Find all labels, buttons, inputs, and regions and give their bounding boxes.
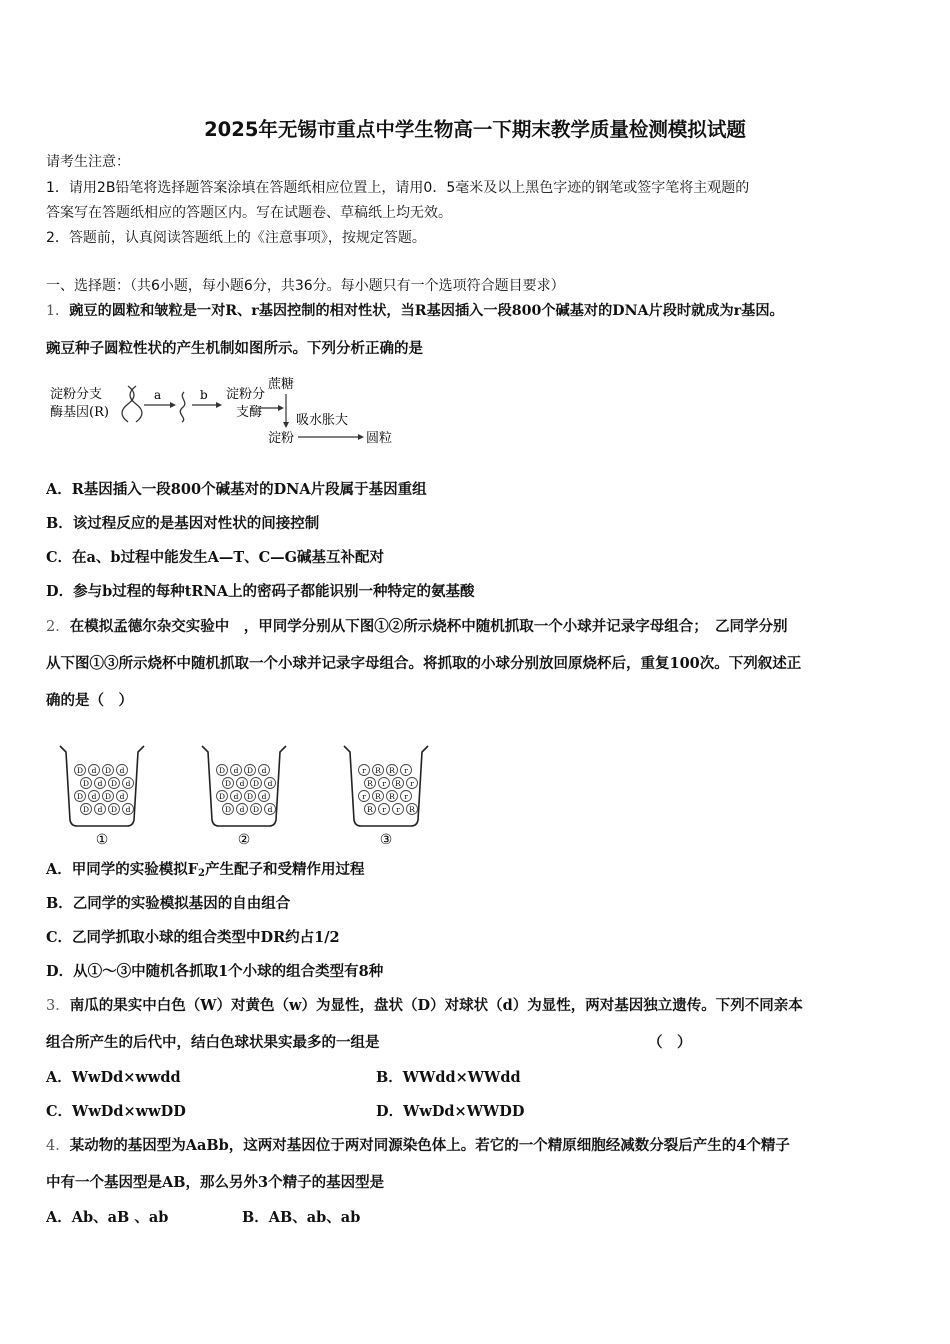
notice-line-1a: 1．请用2B铅笔将选择题答案涂填在答题纸相应位置上，请用0．5毫米及以上黑色字迹的钢笔或签字笔将主观题的 bbox=[46, 180, 750, 196]
ball-letter: d bbox=[233, 766, 239, 775]
notice-line-2: 2．答题前，认真阅读答题纸上的《注意事项》，按规定答题。 bbox=[46, 230, 426, 246]
question-1-stem-line2: 豌豆种子圆粒性状的产生机制如图所示。下列分析正确的是 bbox=[46, 340, 423, 357]
ball-letter: D bbox=[110, 805, 118, 814]
q2-option-a: A．甲同学的实验模拟$F_2$产生配子和受精作用过程 bbox=[46, 861, 365, 879]
ball-letter: D bbox=[104, 792, 112, 801]
ball-letter: R bbox=[367, 805, 373, 814]
beakers-figure bbox=[58, 740, 438, 852]
q3-option-c: C．WwDd×wwDD bbox=[46, 1103, 186, 1120]
diagram-enzyme-label-2: 支酶 bbox=[236, 405, 263, 420]
ball-letter: d bbox=[239, 779, 245, 788]
ball-letter: d bbox=[91, 792, 97, 801]
ball-letter: r bbox=[382, 779, 386, 788]
ball-letter: d bbox=[233, 792, 239, 801]
ball-letter: R bbox=[409, 805, 415, 814]
ball-letter: r bbox=[404, 792, 408, 801]
ball-letter: D bbox=[218, 792, 226, 801]
q2-option-d: D．从①～③中随机各抓取1个小球的组合类型有8种 bbox=[46, 963, 384, 980]
ball-letter: D bbox=[110, 779, 118, 788]
ball-letter: r bbox=[396, 805, 400, 814]
diagram-gene-label-2: 酶基因(R) bbox=[50, 405, 109, 420]
mrna-strand-icon bbox=[180, 392, 185, 422]
ball-letter: d bbox=[91, 766, 97, 775]
question-number: 4． bbox=[46, 1138, 70, 1154]
diagram-enzyme-label-1: 淀粉分 bbox=[226, 387, 266, 402]
q1-option-c: C．在a、b过程中能发生A—T、C—G碱基互补配对 bbox=[46, 549, 385, 566]
ball-letter: D bbox=[82, 779, 90, 788]
ball-letter: d bbox=[267, 805, 273, 814]
ball-letter: d bbox=[97, 779, 103, 788]
question-2-stem-line3: 确的是（ ） bbox=[46, 692, 133, 709]
beaker-3 bbox=[344, 746, 428, 848]
subscript-2: 2 bbox=[198, 868, 206, 879]
question-number: 3． bbox=[46, 998, 70, 1014]
ball-letter: d bbox=[119, 766, 125, 775]
ball-letter: R bbox=[367, 779, 373, 788]
ball-letter: D bbox=[224, 805, 232, 814]
q3-option-a: A．WwDd×wwdd bbox=[46, 1069, 181, 1086]
ball-letter: D bbox=[76, 792, 84, 801]
ball-letter: R bbox=[389, 766, 395, 775]
ball-letter: d bbox=[119, 792, 125, 801]
ball-letter: d bbox=[125, 805, 131, 814]
question-4-stem-line2: 中有一个基因型是AB，那么另外3个精子的基因型是 bbox=[46, 1174, 385, 1191]
q3-option-b: B．WWdd×WWdd bbox=[376, 1069, 521, 1086]
q2-option-c: C．乙同学抓取小球的组合类型中DR约占1/2 bbox=[46, 929, 340, 946]
question-1-stem-line1: 1．豌豆的圆粒和皱粒是一对R、r基因控制的相对性状，当R基因插入一段800个碱基对的DNA片段时就成为r基因。 bbox=[46, 303, 784, 319]
ball-letter: D bbox=[246, 792, 254, 801]
question-3-stem-line2: 组合所产生的后代中，结白色球状果实最多的一组是 bbox=[46, 1034, 380, 1051]
ball-letter: d bbox=[261, 792, 267, 801]
diagram-sucrose-label: 蔗糖 bbox=[268, 377, 295, 392]
ball-letter: d bbox=[261, 766, 267, 775]
ball-letter: D bbox=[76, 766, 84, 775]
ball-letter: d bbox=[267, 779, 273, 788]
ball-letter: d bbox=[125, 779, 131, 788]
ball-letter: D bbox=[104, 766, 112, 775]
question-number: 1． bbox=[46, 303, 70, 319]
q2-option-b: B．乙同学的实验模拟基因的自由组合 bbox=[46, 895, 291, 912]
ball-letter: D bbox=[252, 779, 260, 788]
ball-letter: d bbox=[239, 805, 245, 814]
starch-mechanism-diagram bbox=[46, 372, 406, 452]
diagram-label-a: a bbox=[154, 388, 162, 402]
ball-letter: D bbox=[82, 805, 90, 814]
ball-letter: D bbox=[252, 805, 260, 814]
q1-option-b: B．该过程反应的是基因对性状的间接控制 bbox=[46, 515, 320, 532]
q4-option-a: A．Ab、aB 、ab bbox=[46, 1209, 169, 1226]
section-heading: 一、选择题：（共6小题，每小题6分，共36分。每小题只有一个选项符合题目要求） bbox=[46, 278, 565, 294]
diagram-gene-label-1: 淀粉分支 bbox=[50, 387, 103, 402]
diagram-label-b: b bbox=[200, 388, 208, 402]
notice-heading: 请考生注意： bbox=[46, 154, 130, 170]
ball-letter: d bbox=[97, 805, 103, 814]
ball-letter: R bbox=[389, 792, 395, 801]
ball-letter: D bbox=[224, 779, 232, 788]
beaker-label: ① bbox=[95, 832, 109, 848]
diagram-swell-label: 吸水胀大 bbox=[296, 413, 349, 428]
question-4-stem-line1: 4．某动物的基因型为AaBb，这两对基因位于两对同源染色体上。若它的一个精原细胞经减数分裂后产生的4个精子 bbox=[46, 1137, 790, 1154]
q1-option-d: D．参与b过程的每种tRNA上的密码子都能识别一种特定的氨基酸 bbox=[46, 583, 475, 600]
question-number: 2． bbox=[46, 619, 70, 635]
ball-letter: r bbox=[362, 766, 366, 775]
ball-letter: D bbox=[246, 766, 254, 775]
beaker-1 bbox=[60, 746, 144, 848]
q4-option-b: B．AB、ab、ab bbox=[242, 1209, 361, 1226]
beaker-2 bbox=[202, 746, 286, 848]
dna-double-helix-icon bbox=[122, 386, 142, 422]
ball-letter: R bbox=[375, 766, 381, 775]
notice-line-1b: 答案写在答题纸相应的答题区内。写在试题卷、草稿纸上均无效。 bbox=[46, 205, 452, 221]
diagram-starch-label: 淀粉 bbox=[268, 431, 295, 446]
question-2-stem-line1: 2．在模拟孟德尔杂交实验中 ，甲同学分别从下图①②所示烧杯中随机抓取一个小球并记录字母组合； 乙同学分别 bbox=[46, 618, 788, 635]
ball-letter: R bbox=[395, 779, 401, 788]
ball-letter: R bbox=[375, 792, 381, 801]
beaker-label: ② bbox=[237, 832, 251, 848]
ball-letter: r bbox=[382, 805, 386, 814]
ball-letter: r bbox=[404, 766, 408, 775]
question-2-stem-line2: 从下图①③所示烧杯中随机抓取一个小球并记录字母组合。将抓取的小球分别放回原烧杯后，重复100次。下列叙述正 bbox=[46, 655, 802, 672]
ball-letter: D bbox=[218, 766, 226, 775]
answer-parentheses: （ ） bbox=[648, 1034, 692, 1051]
beaker-label: ③ bbox=[379, 832, 393, 848]
ball-letter: r bbox=[410, 779, 414, 788]
q3-option-d: D．WwDd×WWDD bbox=[376, 1103, 525, 1120]
page-title: 2025年无锡市重点中学生物高一下期末教学质量检测模拟试题 bbox=[204, 118, 746, 141]
ball-letter: r bbox=[362, 792, 366, 801]
q1-option-a: A．R基因插入一段800个碱基对的DNA片段属于基因重组 bbox=[46, 481, 427, 498]
diagram-round-label: 圆粒 bbox=[366, 431, 393, 446]
question-3-stem-line1: 3．南瓜的果实中白色（W）对黄色（w）为显性，盘状（D）对球状（d）为显性，两对基因独立遗传。下列不同亲本 bbox=[46, 997, 803, 1014]
